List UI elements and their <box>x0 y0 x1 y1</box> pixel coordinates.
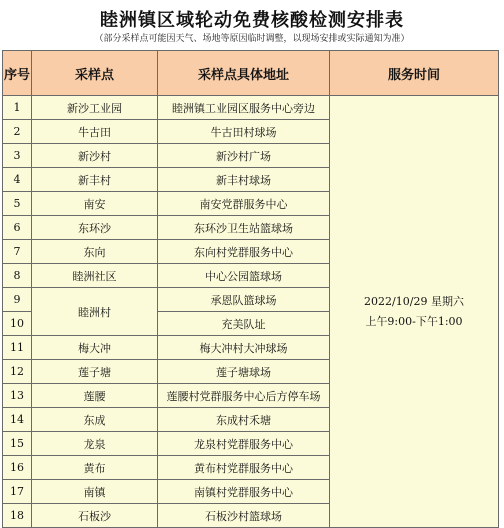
header-address: 采样点具体地址 <box>158 51 330 96</box>
site-address: 黄布村党群服务中心 <box>158 456 330 480</box>
row-number: 16 <box>3 456 32 480</box>
site-address: 莲腰村党群服务中心后方停车场 <box>158 384 330 408</box>
site-name: 牛古田 <box>32 120 158 144</box>
row-number: 4 <box>3 168 32 192</box>
site-name: 南安 <box>32 192 158 216</box>
row-number: 18 <box>3 504 32 528</box>
table-row <box>3 96 499 120</box>
site-name: 东环沙 <box>32 216 158 240</box>
row-number: 15 <box>3 432 32 456</box>
site-address: 中心公园篮球场 <box>158 264 330 288</box>
site-address: 东成村禾塘 <box>158 408 330 432</box>
schedule-table <box>2 50 499 528</box>
row-number: 14 <box>3 408 32 432</box>
site-address: 新沙村广场 <box>158 144 330 168</box>
site-name: 东成 <box>32 408 158 432</box>
service-time-cell <box>330 96 499 528</box>
row-number: 7 <box>3 240 32 264</box>
site-name: 东向 <box>32 240 158 264</box>
header-index: 序号 <box>3 51 32 96</box>
row-number: 10 <box>3 312 32 336</box>
site-name: 睦洲社区 <box>32 264 158 288</box>
site-address: 东向村党群服务中心 <box>158 240 330 264</box>
site-address: 新丰村球场 <box>158 168 330 192</box>
row-number: 6 <box>3 216 32 240</box>
site-address: 石板沙村篮球场 <box>158 504 330 528</box>
table-body <box>3 96 499 528</box>
row-number: 3 <box>3 144 32 168</box>
row-number: 8 <box>3 264 32 288</box>
site-name: 龙泉 <box>32 432 158 456</box>
site-name: 黄布 <box>32 456 158 480</box>
site-name: 莲子塘 <box>32 360 158 384</box>
site-address: 牛古田村球场 <box>158 120 330 144</box>
row-number: 9 <box>3 288 32 312</box>
row-number: 13 <box>3 384 32 408</box>
site-name: 新丰村 <box>32 168 158 192</box>
site-address: 睦洲镇工业园区服务中心旁边 <box>158 96 330 120</box>
service-hours: 上午9:00-下午1:00 <box>365 314 463 328</box>
header-time: 服务时间 <box>330 51 499 96</box>
page-title: 睦洲镇区域轮动免费核酸检测安排表 <box>100 10 404 31</box>
site-name: 南镇 <box>32 480 158 504</box>
row-number: 12 <box>3 360 32 384</box>
table-header-row <box>3 51 499 96</box>
service-date: 2022/10/29 星期六 <box>364 294 464 308</box>
site-address: 莲子塘球场 <box>158 360 330 384</box>
page-subtitle: （部分采样点可能因天气、场地等原因临时调整，以现场安排或实际通知为准） <box>94 34 410 44</box>
site-name: 莲腰 <box>32 384 158 408</box>
site-name: 梅大冲 <box>32 336 158 360</box>
site-address: 南安党群服务中心 <box>158 192 330 216</box>
site-address: 东环沙卫生站篮球场 <box>158 216 330 240</box>
site-address: 充美队址 <box>158 312 330 336</box>
row-number: 5 <box>3 192 32 216</box>
site-address: 龙泉村党群服务中心 <box>158 432 330 456</box>
site-address: 承恩队篮球场 <box>158 288 330 312</box>
row-number: 17 <box>3 480 32 504</box>
row-number: 11 <box>3 336 32 360</box>
site-name: 石板沙 <box>32 504 158 528</box>
site-name: 新沙工业园 <box>32 96 158 120</box>
site-address: 梅大冲村大冲球场 <box>158 336 330 360</box>
site-name: 新沙村 <box>32 144 158 168</box>
site-address: 南镇村党群服务中心 <box>158 480 330 504</box>
site-name: 睦洲村 <box>32 288 158 336</box>
row-number: 2 <box>3 120 32 144</box>
header-site: 采样点 <box>32 51 158 96</box>
row-number: 1 <box>3 96 32 120</box>
